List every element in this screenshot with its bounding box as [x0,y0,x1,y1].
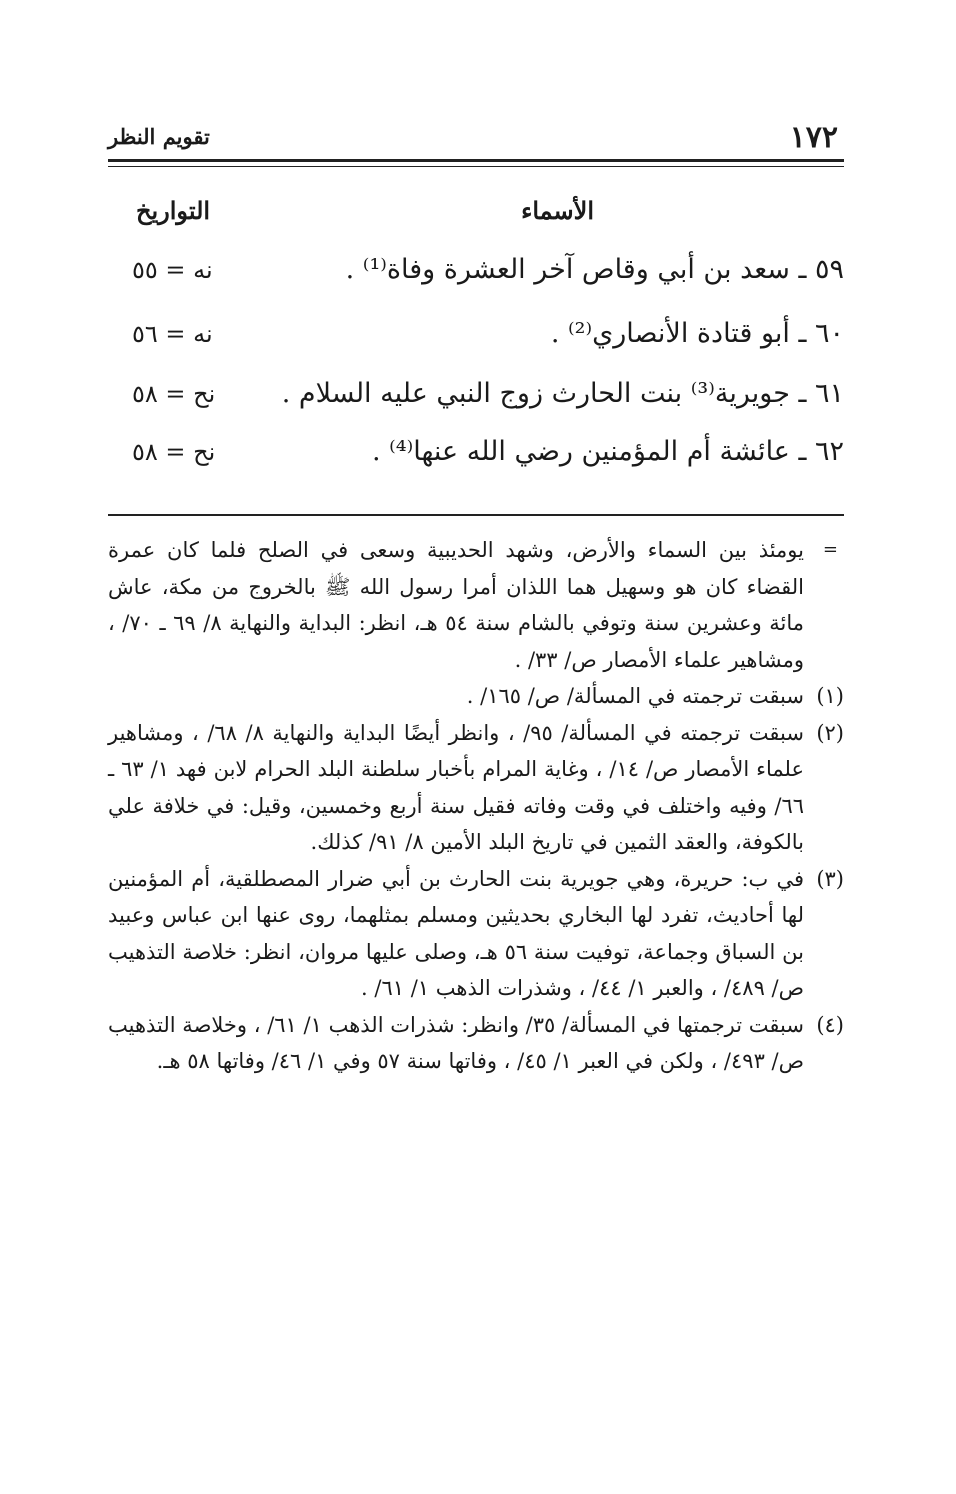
footnote-text: سبقت ترجمته في المسألة/ ص/ ١٦٥/ . [466,684,804,708]
footnote-mark: (٢) [816,720,844,745]
table-row [108,378,844,420]
footnote-mark: (١) [816,684,844,708]
footnote-text: يومئذ بين السماء والأرض، وشهد الحديبية وسعى في الصلح فلما كان عمرة القضاء كان هو وسهيل هما اللذان أمرا رسول الله ﷺ بالخروج من مكة، عاش مائة وعشرين سنة وتوفي بالشام سنة ٥٤ هـ، انظر: البداية والنهاية ٨/ ٦٩ ـ ٧٠/ ، ومشاهير علماء الأمصار ص/ ٣٣/ . [108,538,804,672]
header-rule-thick [108,159,844,162]
footnote-separator [108,514,844,516]
footnote-text: سبقت ترجمتها في المسألة/ ٣٥/ وانظر: شذرات الذهب ١/ ٦١/ ، وخلاصة التذهيب ص/ ٤٩٣/ ، ولكن في العبر ١/ ٤٥/ ، وفاتها سنة ٥٧ وفي ١/ ٤٦/ وفاتها ٥٨ هـ. [108,1012,804,1073]
row-date: نه = ٥٦ [132,320,213,348]
footnote-4 [108,1007,844,1080]
row-name: ٥٩ ـ سعد بن أبي وقاص آخر العشرة وفاة⁽¹⁾ . [345,254,844,285]
row-name: ٦٢ ـ عائشة أم المؤمنين رضي الله عنها⁽⁴⁾ . [371,436,844,467]
row-date: نح = ٥٨ [132,380,216,408]
footnote-3 [108,861,844,1007]
footnote-text: سبقت ترجمته في المسألة/ ٩٥/ ، وانظر أيضًا البداية والنهاية ٨/ ٦٨/ ، ومشاهير علماء الأمصار ص/ ١٤/ ، وغاية المرام بأخبار سلطنة البلد الحرام لابن فهد ١/ ٦٣ ـ ٦٦/ وفيه واختلف في وقت وفاته فقيل سنة أربع وخمسين، وقيل: في خلافة علي بالكوفة، والعقد الثمين في تاريخ البلد الأمين ٨/ ٩١/ كذلك. [108,720,804,854]
footnotes [108,532,844,1080]
row-date: نح = ٥٨ [132,438,216,466]
row-date: نه = ٥٥ [132,256,213,284]
footnote-mark: (٣) [816,866,844,891]
table-row [108,436,844,478]
row-name: ٦٠ ـ أبو قتادة الأنصاري⁽²⁾ . [550,318,844,349]
page-header [108,118,844,158]
names-column-heading: الأسماء [521,196,594,225]
page-number: ١٧٢ [789,120,838,155]
header-rule-thin [108,166,844,167]
footnote-continuation [108,532,844,678]
dates-column-heading: التواريخ [136,196,211,225]
running-title: تقويم النظر [108,124,210,149]
table-row [108,254,844,296]
footnote-mark: = [822,539,838,560]
footnote-mark: (٤) [816,1012,844,1037]
footnote-2 [108,715,844,861]
footnote-text: في ب: حريرة، وهي جويرية بنت الحارث بن أبي ضرار المصطلقية، أم المؤمنين لها أحاديث، تفرد لها البخاري بحديثين ومسلم بمثلهما، روى عنها ابن عباس وعبيد بن السباق وجماعة، توفيت سنة ٥٦ هـ، وصلى عليها مروان، انظر: خلاصة التذهيب ص/ ٤٨٩/ ، والعبر ١/ ٤٤/ ، وشذرات الذهب ١/ ٦١/ . [108,866,804,1000]
footnote-1 [108,678,844,715]
table-row [108,318,844,360]
row-name: ٦١ ـ جويرية⁽³⁾ بنت الحارث زوج النبي عليه السلام . [281,378,844,409]
